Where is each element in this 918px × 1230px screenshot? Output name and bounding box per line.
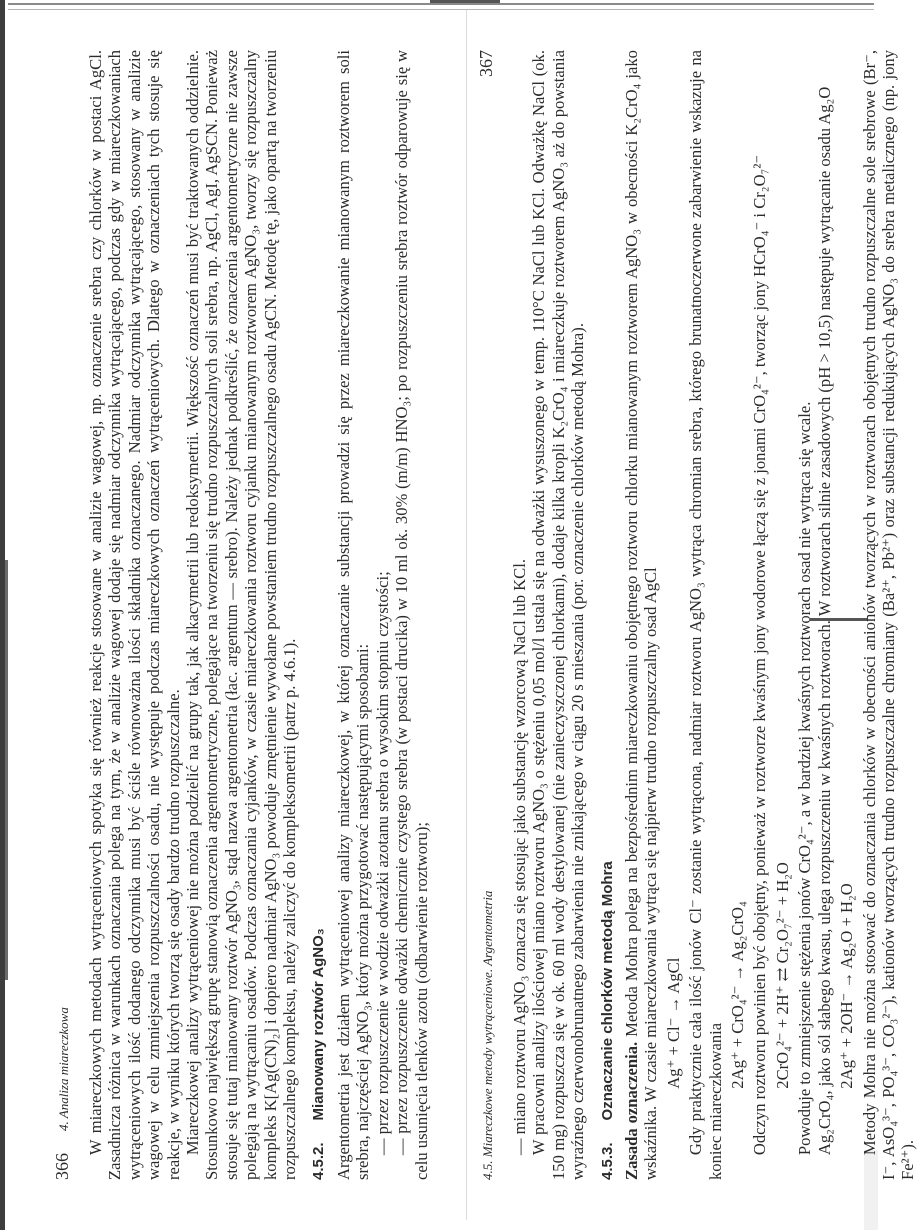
paragraph: W miareczkowych metodach wytrąceniowych spotyka się również reakcje stosowane w analizie wagowej, np. oznaczenie srebra czy chlorków w postaci AgCl. Zasadnicza różnica w warunkach oznaczania polega na tym, że w analizie wagowej dodaje się nadmiar odczynnika wytrącającego, podczas gdy w miareczkowaniach wytrąceniowych ilość dodanego odczynnika musi być ściśle równoważna ilości składnika oznaczanego. Nadmiar odczynnika wytrącającego, stosowany w analizie wagowej w celu zmniejszenia rozpuszczalności osadu, nie występuje podczas miareczkowych oznaczeń wytrąceniowych. Dlatego w oznaczeniach tych stosuje się reakcje, w wyniku których tworzą się osady bardzo trudno rozpuszczalne. [86, 50, 183, 1180]
page-body [510, 50, 918, 1180]
section-number: 4.5.2. [310, 1142, 328, 1180]
chemical-equation: 2Ag⁺ + CrO₄²⁻ → Ag₂CrO₄ [728, 901, 748, 1089]
list-item: — przez rozpuszczenie odważki chemicznie czystego srebra (w postaci drucika) w 10 ml ok. 30% (m/m) HNO₃; po rozpuszczeniu srebra roztwór odparowuje się w celu usunięcia tlenków azotu (odbarwienie roztworu); [392, 50, 431, 1180]
chemical-equation: Ag⁺ + Cl⁻ → AgCl [663, 957, 683, 1089]
list-item: — miano roztworu AgNO₃ oznacza się stosując jako substancję wzorcową NaCl lub KCl. [510, 559, 529, 1156]
paragraph [622, 50, 661, 1180]
paragraph-lead: Zasada oznaczenia. [622, 1041, 642, 1180]
paragraph: Gdy praktycznie cała ilość jonów Cl⁻ zostanie wytrącona, nadmiar roztworu AgNO₃ wytrąca chromian srebra, którego brunatnoczerwone zabarwienie wskazuje na koniec miareczkowania [686, 50, 725, 1180]
chemical-equation: 2Ag⁺ + 2OH⁻ → Ag₂O + H₂O [837, 883, 857, 1089]
section-heading [309, 50, 328, 1180]
paragraph: Miareczkowej analizy wytrąceniowej nie można podzielić na grupy tak, jak alkacymetrii lub redoksymetrii. Większość oznaczeń musi być traktowanych oddzielnie. Stosunkowo największą grupę stanowią oznaczenia argentometryczne, polegające na tworzeniu się trudno rozpuszczalnych soli srebra, np. AgCl, AgI, AgSCN. Ponieważ stosuje się tutaj mianowany roztwór AgNO₃, stąd nazwa argentometria (łac. argentum — srebro). Należy jednak podkreślić, że oznaczenia argentometryczne nie zawsze polegają na wytrącaniu osadów. Podczas oznaczania cyjanków, w czasie miareczkowania roztworu cyjanku mianowanym roztworem AgNO₃, tworzy się rozpuszczalny kompleks K[Ag(CN)₂] i dopiero nadmiar AgNO₃ powoduje zmętnienie wywołane powstaniem trudno rozpuszczalnego osadu AgCN. Metodę tę, jako opartą na tworzeniu rozpuszczalnego kompleksu, należy zaliczyć do kompleksometrii (patrz p. 4.6.1). [183, 50, 300, 1180]
scan-top-mark [430, 0, 500, 3]
section-title: Mianowany roztwór AgNO₃ [310, 928, 328, 1121]
scan-top-line-secondary [8, 9, 874, 10]
page-header [476, 50, 504, 1180]
paragraph: Ag₂CrO₄, jako sól słabego kwasu, ulega rozpuszczeniu w kwaśnych roztworach. W roztworach silnie zasadowych (pH > 10,5) następuje wytrącanie osadu Ag₂O [814, 86, 834, 1156]
book-page-left [52, 50, 432, 1180]
paragraph: Argentometria jest działem wytrąceniowej analizy miareczkowej, w której oznaczanie substancji prowadzi się przez miareczkowanie mianowanym roztworem soli srebra, najczęściej AgNO₃, który można przygotować następującymi sposobami: [333, 50, 373, 1180]
paragraph: Odczyn roztworu powinien być obojętny, ponieważ w roztworze kwaśnym jony wodorowe łączą się z jonami CrO₄²⁻, tworząc jony HCrO₄⁻ i Cr₂O₇²⁻ [750, 154, 770, 1156]
section-number: 4.5.3. [598, 1142, 616, 1180]
page-header [52, 50, 80, 1180]
book-gutter [466, 10, 467, 1220]
book-page-right [476, 50, 918, 1180]
section-title: Oznaczanie chlorków metodą Mohra [598, 861, 616, 1121]
scan-edge-shadow [5, 560, 8, 980]
paragraph: Metody Mohra nie można stosować do oznaczania chlorków w obecności anionów tworzących w roztworach obojętnych trudno rozpuszczalne sole srebrowe (Br⁻, I⁻, AsO₄³⁻, PO₄³⁻, CO₃²⁻), kationów tworzących trudno rozpuszczalne chromiany (Ba²⁺, Pb²⁺) oraz substancji redukujących AgNO₃ do srebra metalicznego (np. jony Fe²⁺). [859, 50, 918, 1180]
scan-top-line [8, 3, 874, 5]
running-title: 4. Analiza miareczkowa [56, 1007, 71, 1131]
list-item: — przez rozpuszczenie w wodzie odważki azotanu srebra o wysokim stopniu czystości; [372, 571, 392, 1156]
paragraph-text: Metoda Mohra polega na bezpośrednim miareczkowaniu obojętnego roztworu chlorku mianowanym roztworem AgNO₃ w obecności K₂CrO₄ jako wskaźnika. W czasie miareczkowania wytrąca się najpierw trudno rozpuszczalny osad AgCl [622, 50, 661, 1180]
chemical-equation: 2CrO₄²⁻ + 2H⁺ ⇄ Cr₂O₇²⁻ + H₂O [772, 862, 792, 1089]
page-number: 367 [476, 50, 496, 77]
paragraph: W pracowni analizy ilościowej miano roztworu AgNO₃ o stężeniu 0,05 mol/l ustala się na odważki wysuszonego w temp. 110°C NaCl lub KCl. Odważkę NaCl (ok. 150 mg) rozpuszcza się w ok. 60 ml wody destylowanej (nie zanieczyszczonej chlorkami), dodaje kilka kropli K₂CrO₄ i miareczkuje roztworem AgNO₃ aż do powstania wyraźnego czerwonobrunatnego zabarwienia nie znikającego w ciągu 20 s mieszania (por. oznaczenie chlorków metodą Mohra). [529, 50, 588, 1180]
running-title: 4.5. Miareczkowe metody wytrąceniowe. Argentometria [480, 890, 495, 1180]
page-number: 366 [52, 1153, 72, 1180]
paragraph: Powoduje to zmniejszenie stężenia jonów CrO₄²⁻, a w bardziej kwaśnych roztworach osad nie wytrąca się wcale. [795, 401, 815, 1156]
section-heading [598, 50, 617, 1180]
page-body [86, 50, 431, 1180]
